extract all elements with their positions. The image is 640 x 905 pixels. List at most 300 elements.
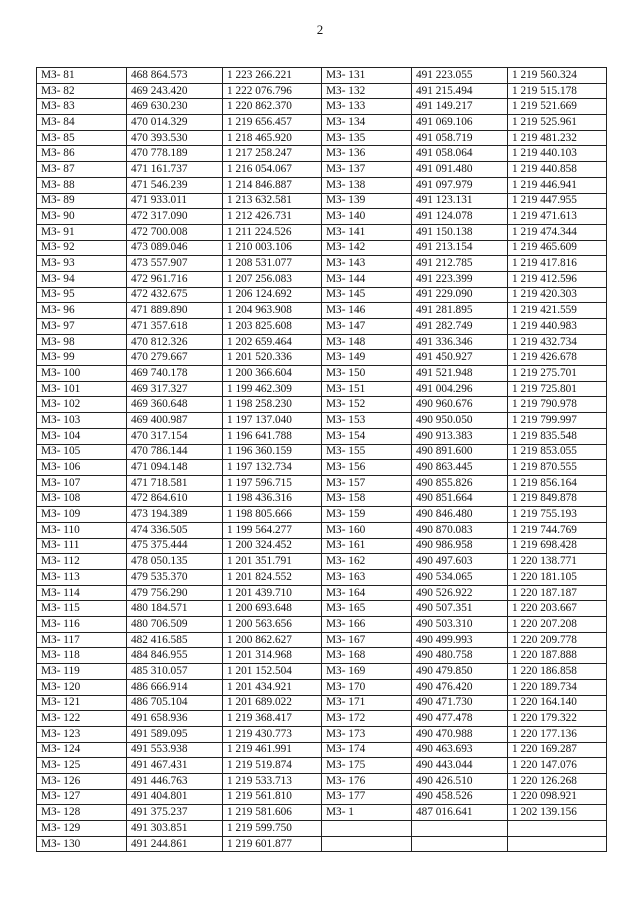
left-point-id-cell: МЗ- 97 xyxy=(37,319,127,335)
table-row xyxy=(37,130,607,146)
table-row xyxy=(37,836,607,852)
left-y-coordinate-cell: 1 214 846.887 xyxy=(223,177,322,193)
table-row xyxy=(37,679,607,695)
left-point-id-cell: МЗ- 119 xyxy=(37,664,127,680)
right-point-id-cell: МЗ- 1 xyxy=(322,805,412,821)
table-row xyxy=(37,366,607,382)
left-x-coordinate-cell: 469 243.420 xyxy=(127,83,223,99)
right-x-coordinate-cell: 490 534.065 xyxy=(412,570,508,586)
left-x-coordinate-cell: 471 933.011 xyxy=(127,193,223,209)
left-y-coordinate-cell: 1 201 824.552 xyxy=(223,570,322,586)
right-x-coordinate-cell: 490 526.922 xyxy=(412,585,508,601)
table-row xyxy=(37,428,607,444)
left-y-coordinate-cell: 1 201 520.336 xyxy=(223,350,322,366)
table-row xyxy=(37,334,607,350)
right-y-coordinate-cell: 1 220 126.268 xyxy=(508,773,607,789)
left-x-coordinate-cell: 472 700.008 xyxy=(127,224,223,240)
left-x-coordinate-cell: 491 467.431 xyxy=(127,758,223,774)
right-y-coordinate-cell: 1 220 187.187 xyxy=(508,585,607,601)
left-x-coordinate-cell: 479 535.370 xyxy=(127,570,223,586)
right-x-coordinate-cell: 490 507.351 xyxy=(412,601,508,617)
right-x-coordinate-cell: 490 458.526 xyxy=(412,789,508,805)
table-row xyxy=(37,554,607,570)
right-point-id-cell: МЗ- 162 xyxy=(322,554,412,570)
right-point-id-cell: МЗ- 173 xyxy=(322,726,412,742)
left-x-coordinate-cell: 486 666.914 xyxy=(127,679,223,695)
left-point-id-cell: МЗ- 123 xyxy=(37,726,127,742)
left-point-id-cell: МЗ- 85 xyxy=(37,130,127,146)
left-point-id-cell: МЗ- 109 xyxy=(37,507,127,523)
right-x-coordinate-cell: 491 223.399 xyxy=(412,271,508,287)
right-y-coordinate-cell: 1 220 181.105 xyxy=(508,570,607,586)
left-x-coordinate-cell: 491 589.095 xyxy=(127,726,223,742)
right-x-coordinate-cell: 491 223.055 xyxy=(412,68,508,84)
left-point-id-cell: МЗ- 116 xyxy=(37,617,127,633)
table-row xyxy=(37,758,607,774)
right-x-coordinate-cell: 490 503.310 xyxy=(412,617,508,633)
right-point-id-cell: МЗ- 144 xyxy=(322,271,412,287)
right-point-id-cell: МЗ- 164 xyxy=(322,585,412,601)
left-x-coordinate-cell: 491 658.936 xyxy=(127,711,223,727)
right-x-coordinate-cell: 490 443.044 xyxy=(412,758,508,774)
right-x-coordinate-cell: 490 463.693 xyxy=(412,742,508,758)
table-row xyxy=(37,209,607,225)
left-x-coordinate-cell: 491 404.801 xyxy=(127,789,223,805)
right-point-id-cell: МЗ- 153 xyxy=(322,413,412,429)
right-point-id-cell: МЗ- 137 xyxy=(322,162,412,178)
right-x-coordinate-cell: 491 123.131 xyxy=(412,193,508,209)
left-point-id-cell: МЗ- 99 xyxy=(37,350,127,366)
right-x-coordinate-cell: 490 470.988 xyxy=(412,726,508,742)
right-point-id-cell: МЗ- 168 xyxy=(322,648,412,664)
table-row xyxy=(37,83,607,99)
left-point-id-cell: МЗ- 93 xyxy=(37,256,127,272)
left-x-coordinate-cell: 473 089.046 xyxy=(127,240,223,256)
table-row xyxy=(37,522,607,538)
right-point-id-cell: МЗ- 142 xyxy=(322,240,412,256)
right-x-coordinate-cell xyxy=(412,836,508,852)
right-x-coordinate-cell: 490 480.758 xyxy=(412,648,508,664)
right-point-id-cell: МЗ- 157 xyxy=(322,475,412,491)
right-x-coordinate-cell: 490 426.510 xyxy=(412,773,508,789)
right-y-coordinate-cell: 1 219 698.428 xyxy=(508,538,607,554)
table-row xyxy=(37,287,607,303)
left-point-id-cell: МЗ- 108 xyxy=(37,491,127,507)
right-y-coordinate-cell: 1 220 203.667 xyxy=(508,601,607,617)
left-x-coordinate-cell: 468 864.573 xyxy=(127,68,223,84)
right-point-id-cell: МЗ- 174 xyxy=(322,742,412,758)
left-y-coordinate-cell: 1 216 054.067 xyxy=(223,162,322,178)
right-x-coordinate-cell: 491 150.138 xyxy=(412,224,508,240)
left-y-coordinate-cell: 1 201 434.921 xyxy=(223,679,322,695)
right-x-coordinate-cell: 491 450.927 xyxy=(412,350,508,366)
right-point-id-cell: МЗ- 160 xyxy=(322,522,412,538)
left-y-coordinate-cell: 1 219 533.713 xyxy=(223,773,322,789)
left-point-id-cell: МЗ- 96 xyxy=(37,303,127,319)
right-y-coordinate-cell: 1 220 098.921 xyxy=(508,789,607,805)
left-point-id-cell: МЗ- 102 xyxy=(37,397,127,413)
right-y-coordinate-cell: 1 202 139.156 xyxy=(508,805,607,821)
left-x-coordinate-cell: 470 778.189 xyxy=(127,146,223,162)
left-point-id-cell: МЗ- 121 xyxy=(37,695,127,711)
left-y-coordinate-cell: 1 200 366.604 xyxy=(223,366,322,382)
right-y-coordinate-cell: 1 219 474.344 xyxy=(508,224,607,240)
left-y-coordinate-cell: 1 197 132.734 xyxy=(223,460,322,476)
right-point-id-cell: МЗ- 148 xyxy=(322,334,412,350)
left-x-coordinate-cell: 471 094.148 xyxy=(127,460,223,476)
right-point-id-cell: МЗ- 166 xyxy=(322,617,412,633)
left-y-coordinate-cell: 1 200 563.656 xyxy=(223,617,322,633)
left-x-coordinate-cell: 472 961.716 xyxy=(127,271,223,287)
left-point-id-cell: МЗ- 103 xyxy=(37,413,127,429)
table-row xyxy=(37,601,607,617)
left-x-coordinate-cell: 486 705.104 xyxy=(127,695,223,711)
left-y-coordinate-cell: 1 219 461.991 xyxy=(223,742,322,758)
right-y-coordinate-cell: 1 219 440.983 xyxy=(508,319,607,335)
left-y-coordinate-cell: 1 198 436.316 xyxy=(223,491,322,507)
left-x-coordinate-cell: 472 864.610 xyxy=(127,491,223,507)
left-point-id-cell: МЗ- 86 xyxy=(37,146,127,162)
right-point-id-cell: МЗ- 139 xyxy=(322,193,412,209)
right-y-coordinate-cell: 1 220 179.322 xyxy=(508,711,607,727)
right-point-id-cell: МЗ- 167 xyxy=(322,632,412,648)
left-x-coordinate-cell: 472 317.090 xyxy=(127,209,223,225)
right-point-id-cell: МЗ- 147 xyxy=(322,319,412,335)
table-row xyxy=(37,538,607,554)
table-row xyxy=(37,162,607,178)
left-x-coordinate-cell: 478 050.135 xyxy=(127,554,223,570)
left-x-coordinate-cell: 470 393.530 xyxy=(127,130,223,146)
left-y-coordinate-cell: 1 199 564.277 xyxy=(223,522,322,538)
right-point-id-cell: МЗ- 156 xyxy=(322,460,412,476)
table-row xyxy=(37,303,607,319)
right-point-id-cell: МЗ- 136 xyxy=(322,146,412,162)
right-point-id-cell: МЗ- 172 xyxy=(322,711,412,727)
left-point-id-cell: МЗ- 89 xyxy=(37,193,127,209)
left-y-coordinate-cell: 1 219 430.773 xyxy=(223,726,322,742)
right-y-coordinate-cell: 1 219 560.324 xyxy=(508,68,607,84)
left-x-coordinate-cell: 491 244.861 xyxy=(127,836,223,852)
right-x-coordinate-cell xyxy=(412,821,508,837)
right-y-coordinate-cell: 1 220 138.771 xyxy=(508,554,607,570)
right-point-id-cell: МЗ- 138 xyxy=(322,177,412,193)
table-row xyxy=(37,397,607,413)
table-row xyxy=(37,789,607,805)
right-y-coordinate-cell xyxy=(508,821,607,837)
right-point-id-cell: МЗ- 133 xyxy=(322,99,412,115)
right-x-coordinate-cell: 490 479.850 xyxy=(412,664,508,680)
left-point-id-cell: МЗ- 111 xyxy=(37,538,127,554)
left-point-id-cell: МЗ- 107 xyxy=(37,475,127,491)
left-x-coordinate-cell: 470 786.144 xyxy=(127,444,223,460)
left-y-coordinate-cell: 1 200 324.452 xyxy=(223,538,322,554)
right-y-coordinate-cell: 1 219 421.559 xyxy=(508,303,607,319)
left-point-id-cell: МЗ- 129 xyxy=(37,821,127,837)
table-row xyxy=(37,271,607,287)
left-point-id-cell: МЗ- 126 xyxy=(37,773,127,789)
table-row xyxy=(37,711,607,727)
right-y-coordinate-cell: 1 219 440.858 xyxy=(508,162,607,178)
right-point-id-cell: МЗ- 152 xyxy=(322,397,412,413)
left-y-coordinate-cell: 1 219 581.606 xyxy=(223,805,322,821)
left-point-id-cell: МЗ- 88 xyxy=(37,177,127,193)
right-x-coordinate-cell: 491 124.078 xyxy=(412,209,508,225)
left-x-coordinate-cell: 491 446.763 xyxy=(127,773,223,789)
right-y-coordinate-cell: 1 220 164.140 xyxy=(508,695,607,711)
table-row xyxy=(37,224,607,240)
left-x-coordinate-cell: 473 557.907 xyxy=(127,256,223,272)
right-y-coordinate-cell: 1 220 187.888 xyxy=(508,648,607,664)
right-y-coordinate-cell: 1 219 447.955 xyxy=(508,193,607,209)
right-y-coordinate-cell: 1 219 515.178 xyxy=(508,83,607,99)
left-point-id-cell: МЗ- 84 xyxy=(37,115,127,131)
left-point-id-cell: МЗ- 112 xyxy=(37,554,127,570)
left-point-id-cell: МЗ- 101 xyxy=(37,381,127,397)
left-point-id-cell: МЗ- 82 xyxy=(37,83,127,99)
table-row xyxy=(37,475,607,491)
right-point-id-cell: МЗ- 131 xyxy=(322,68,412,84)
right-x-coordinate-cell: 490 497.603 xyxy=(412,554,508,570)
right-y-coordinate-cell: 1 220 189.734 xyxy=(508,679,607,695)
table-row xyxy=(37,68,607,84)
right-point-id-cell: МЗ- 170 xyxy=(322,679,412,695)
table-row xyxy=(37,240,607,256)
left-point-id-cell: МЗ- 115 xyxy=(37,601,127,617)
left-x-coordinate-cell: 471 546.239 xyxy=(127,177,223,193)
left-x-coordinate-cell: 485 310.057 xyxy=(127,664,223,680)
left-point-id-cell: МЗ- 124 xyxy=(37,742,127,758)
left-y-coordinate-cell: 1 219 656.457 xyxy=(223,115,322,131)
left-y-coordinate-cell: 1 200 862.627 xyxy=(223,632,322,648)
left-point-id-cell: МЗ- 94 xyxy=(37,271,127,287)
right-x-coordinate-cell: 490 846.480 xyxy=(412,507,508,523)
right-point-id-cell: МЗ- 140 xyxy=(322,209,412,225)
table-row xyxy=(37,381,607,397)
left-x-coordinate-cell: 473 194.389 xyxy=(127,507,223,523)
right-y-coordinate-cell: 1 219 856.164 xyxy=(508,475,607,491)
right-y-coordinate-cell: 1 219 465.609 xyxy=(508,240,607,256)
right-x-coordinate-cell: 490 499.993 xyxy=(412,632,508,648)
right-point-id-cell: МЗ- 175 xyxy=(322,758,412,774)
table-row xyxy=(37,648,607,664)
right-x-coordinate-cell: 490 476.420 xyxy=(412,679,508,695)
right-point-id-cell: МЗ- 141 xyxy=(322,224,412,240)
left-x-coordinate-cell: 469 317.327 xyxy=(127,381,223,397)
right-x-coordinate-cell: 491 069.106 xyxy=(412,115,508,131)
right-x-coordinate-cell: 491 091.480 xyxy=(412,162,508,178)
left-point-id-cell: МЗ- 104 xyxy=(37,428,127,444)
right-point-id-cell: МЗ- 146 xyxy=(322,303,412,319)
left-y-coordinate-cell: 1 213 632.581 xyxy=(223,193,322,209)
table-row xyxy=(37,460,607,476)
table-row xyxy=(37,664,607,680)
right-x-coordinate-cell: 490 891.600 xyxy=(412,444,508,460)
left-x-coordinate-cell: 469 740.178 xyxy=(127,366,223,382)
left-y-coordinate-cell: 1 218 465.920 xyxy=(223,130,322,146)
left-y-coordinate-cell: 1 200 693.648 xyxy=(223,601,322,617)
left-x-coordinate-cell: 484 846.955 xyxy=(127,648,223,664)
left-y-coordinate-cell: 1 197 596.715 xyxy=(223,475,322,491)
left-x-coordinate-cell: 469 630.230 xyxy=(127,99,223,115)
left-y-coordinate-cell: 1 203 825.608 xyxy=(223,319,322,335)
left-y-coordinate-cell: 1 219 601.877 xyxy=(223,836,322,852)
page-number: 2 xyxy=(316,22,324,37)
left-y-coordinate-cell: 1 196 360.159 xyxy=(223,444,322,460)
right-point-id-cell: МЗ- 145 xyxy=(322,287,412,303)
right-y-coordinate-cell: 1 219 417.816 xyxy=(508,256,607,272)
right-y-coordinate-cell: 1 219 525.961 xyxy=(508,115,607,131)
right-x-coordinate-cell: 491 521.948 xyxy=(412,366,508,382)
right-y-coordinate-cell: 1 219 755.193 xyxy=(508,507,607,523)
left-x-coordinate-cell: 471 718.581 xyxy=(127,475,223,491)
left-y-coordinate-cell: 1 219 599.750 xyxy=(223,821,322,837)
right-x-coordinate-cell: 491 149.217 xyxy=(412,99,508,115)
left-point-id-cell: МЗ- 105 xyxy=(37,444,127,460)
left-point-id-cell: МЗ- 95 xyxy=(37,287,127,303)
left-y-coordinate-cell: 1 202 659.464 xyxy=(223,334,322,350)
right-x-coordinate-cell: 491 215.494 xyxy=(412,83,508,99)
table-row xyxy=(37,413,607,429)
table-row xyxy=(37,585,607,601)
right-y-coordinate-cell: 1 219 799.997 xyxy=(508,413,607,429)
right-x-coordinate-cell: 490 870.083 xyxy=(412,522,508,538)
left-y-coordinate-cell: 1 212 426.731 xyxy=(223,209,322,225)
table-row xyxy=(37,193,607,209)
right-y-coordinate-cell xyxy=(508,836,607,852)
left-point-id-cell: МЗ- 81 xyxy=(37,68,127,84)
left-y-coordinate-cell: 1 201 689.022 xyxy=(223,695,322,711)
left-x-coordinate-cell: 470 317.154 xyxy=(127,428,223,444)
left-x-coordinate-cell: 469 360.648 xyxy=(127,397,223,413)
right-point-id-cell: МЗ- 134 xyxy=(322,115,412,131)
table-row xyxy=(37,695,607,711)
left-y-coordinate-cell: 1 199 462.309 xyxy=(223,381,322,397)
left-point-id-cell: МЗ- 117 xyxy=(37,632,127,648)
coordinates-table xyxy=(36,67,607,852)
left-point-id-cell: МЗ- 92 xyxy=(37,240,127,256)
right-point-id-cell: МЗ- 149 xyxy=(322,350,412,366)
left-y-coordinate-cell: 1 201 152.504 xyxy=(223,664,322,680)
right-x-coordinate-cell: 491 282.749 xyxy=(412,319,508,335)
table-row xyxy=(37,742,607,758)
right-x-coordinate-cell: 490 851.664 xyxy=(412,491,508,507)
table-row xyxy=(37,507,607,523)
right-point-id-cell: МЗ- 169 xyxy=(322,664,412,680)
left-y-coordinate-cell: 1 223 266.221 xyxy=(223,68,322,84)
right-point-id-cell: МЗ- 176 xyxy=(322,773,412,789)
right-x-coordinate-cell: 490 863.445 xyxy=(412,460,508,476)
right-y-coordinate-cell: 1 220 207.208 xyxy=(508,617,607,633)
left-y-coordinate-cell: 1 219 519.874 xyxy=(223,758,322,774)
left-x-coordinate-cell: 472 432.675 xyxy=(127,287,223,303)
left-x-coordinate-cell: 471 161.737 xyxy=(127,162,223,178)
left-point-id-cell: МЗ- 118 xyxy=(37,648,127,664)
right-point-id-cell xyxy=(322,836,412,852)
right-y-coordinate-cell: 1 219 849.878 xyxy=(508,491,607,507)
left-y-coordinate-cell: 1 207 256.083 xyxy=(223,271,322,287)
right-y-coordinate-cell: 1 220 177.136 xyxy=(508,726,607,742)
right-y-coordinate-cell: 1 219 412.596 xyxy=(508,271,607,287)
right-y-coordinate-cell: 1 219 790.978 xyxy=(508,397,607,413)
right-x-coordinate-cell: 491 058.064 xyxy=(412,146,508,162)
right-x-coordinate-cell: 491 213.154 xyxy=(412,240,508,256)
right-x-coordinate-cell: 490 471.730 xyxy=(412,695,508,711)
table-row xyxy=(37,319,607,335)
right-point-id-cell: МЗ- 143 xyxy=(322,256,412,272)
left-x-coordinate-cell: 480 184.571 xyxy=(127,601,223,617)
right-point-id-cell: МЗ- 151 xyxy=(322,381,412,397)
right-y-coordinate-cell: 1 219 853.055 xyxy=(508,444,607,460)
right-x-coordinate-cell: 490 477.478 xyxy=(412,711,508,727)
right-point-id-cell: МЗ- 159 xyxy=(322,507,412,523)
left-x-coordinate-cell: 491 553.938 xyxy=(127,742,223,758)
right-point-id-cell: МЗ- 154 xyxy=(322,428,412,444)
left-y-coordinate-cell: 1 201 439.710 xyxy=(223,585,322,601)
right-y-coordinate-cell: 1 220 186.858 xyxy=(508,664,607,680)
left-x-coordinate-cell: 469 400.987 xyxy=(127,413,223,429)
right-y-coordinate-cell: 1 219 471.613 xyxy=(508,209,607,225)
left-y-coordinate-cell: 1 197 137.040 xyxy=(223,413,322,429)
left-x-coordinate-cell: 471 357.618 xyxy=(127,319,223,335)
left-point-id-cell: МЗ- 127 xyxy=(37,789,127,805)
right-y-coordinate-cell: 1 219 432.734 xyxy=(508,334,607,350)
left-point-id-cell: МЗ- 114 xyxy=(37,585,127,601)
right-y-coordinate-cell: 1 219 835.548 xyxy=(508,428,607,444)
table-row xyxy=(37,773,607,789)
table-row xyxy=(37,570,607,586)
right-point-id-cell: МЗ- 163 xyxy=(322,570,412,586)
left-point-id-cell: МЗ- 113 xyxy=(37,570,127,586)
right-x-coordinate-cell: 490 950.050 xyxy=(412,413,508,429)
left-point-id-cell: МЗ- 90 xyxy=(37,209,127,225)
right-point-id-cell: МЗ- 177 xyxy=(322,789,412,805)
right-x-coordinate-cell: 490 960.676 xyxy=(412,397,508,413)
table-row xyxy=(37,726,607,742)
right-y-coordinate-cell: 1 219 275.701 xyxy=(508,366,607,382)
table-row xyxy=(37,491,607,507)
right-y-coordinate-cell: 1 219 481.232 xyxy=(508,130,607,146)
table-row xyxy=(37,444,607,460)
left-y-coordinate-cell: 1 210 003.106 xyxy=(223,240,322,256)
left-point-id-cell: МЗ- 100 xyxy=(37,366,127,382)
right-y-coordinate-cell: 1 219 426.678 xyxy=(508,350,607,366)
left-y-coordinate-cell: 1 217 258.247 xyxy=(223,146,322,162)
right-y-coordinate-cell: 1 219 420.303 xyxy=(508,287,607,303)
right-x-coordinate-cell: 491 058.719 xyxy=(412,130,508,146)
left-point-id-cell: МЗ- 110 xyxy=(37,522,127,538)
right-x-coordinate-cell: 490 913.383 xyxy=(412,428,508,444)
right-point-id-cell: МЗ- 161 xyxy=(322,538,412,554)
left-point-id-cell: МЗ- 83 xyxy=(37,99,127,115)
right-x-coordinate-cell: 491 097.979 xyxy=(412,177,508,193)
left-x-coordinate-cell: 491 303.851 xyxy=(127,821,223,837)
right-point-id-cell: МЗ- 150 xyxy=(322,366,412,382)
left-point-id-cell: МЗ- 91 xyxy=(37,224,127,240)
right-x-coordinate-cell: 491 336.346 xyxy=(412,334,508,350)
left-point-id-cell: МЗ- 120 xyxy=(37,679,127,695)
left-y-coordinate-cell: 1 220 862.370 xyxy=(223,99,322,115)
left-x-coordinate-cell: 470 014.329 xyxy=(127,115,223,131)
table-row xyxy=(37,805,607,821)
right-x-coordinate-cell: 487 016.641 xyxy=(412,805,508,821)
left-y-coordinate-cell: 1 219 561.810 xyxy=(223,789,322,805)
left-point-id-cell: МЗ- 98 xyxy=(37,334,127,350)
right-x-coordinate-cell: 490 986.958 xyxy=(412,538,508,554)
left-point-id-cell: МЗ- 130 xyxy=(37,836,127,852)
right-y-coordinate-cell: 1 220 169.287 xyxy=(508,742,607,758)
left-x-coordinate-cell: 482 416.585 xyxy=(127,632,223,648)
left-y-coordinate-cell: 1 206 124.692 xyxy=(223,287,322,303)
